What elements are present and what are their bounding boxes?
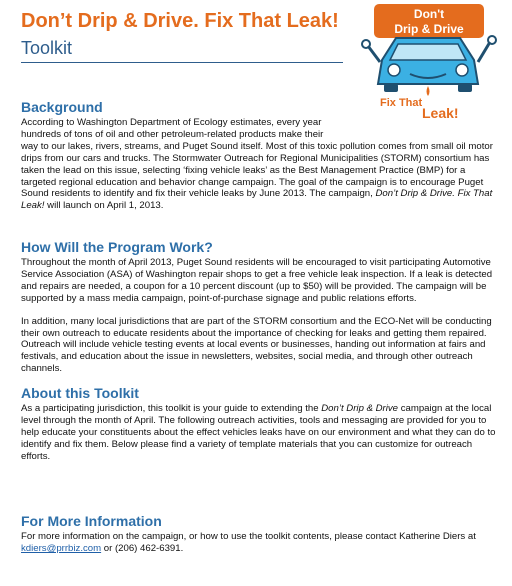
- background-line-3: way to our lakes, rivers, streams, and Puget Sound itself. Most of this toxic pollution comes from small oil: [21, 140, 466, 152]
- how-heading: How Will the Program Work?: [21, 239, 213, 255]
- title-divider: [21, 62, 343, 63]
- background-end: will launch on April 1, 2013.: [44, 200, 164, 212]
- about-campaign-name: Don’t Drip & Drive: [321, 403, 399, 414]
- background-heading: Background: [21, 99, 103, 115]
- car-icon: [362, 36, 496, 96]
- logo-top-text: Don't: [413, 7, 445, 21]
- about-heading: About this Toolkit: [21, 385, 139, 401]
- how-section: [21, 239, 501, 386]
- logo-bottom-text2: Leak!: [422, 105, 459, 120]
- more-end: or (206) 462-6391.: [101, 542, 184, 554]
- about-end: campaign at the local level through the month of April. The following outreach activities, tools and messaging are provided for you to help educate your constituents about the effect vehicles leaks have on our environment and what they can do to identify and fix them. Below please find a variety of template materials that you can customize for outreach efforts.: [21, 403, 496, 462]
- more-paragraph: [21, 531, 501, 555]
- logo-bottom-text: Fix That: [380, 97, 423, 109]
- background-section: [21, 99, 501, 223]
- email-link[interactable]: kdiers@prrbiz.com: [21, 542, 102, 554]
- about-section: [21, 385, 501, 474]
- about-start: As a participating jurisdiction, this toolkit is your guide to extending the: [21, 403, 322, 414]
- more-heading: For More Information: [21, 513, 162, 529]
- how-paragraph-1: Throughout the month of April 2013, Puget Sound residents will be encouraged to visit participating Automotive Service Association (ASA) of Washington repair shops to get a free vehicle leak inspection. If a leak is detected and repairs are needed, a coupon for a 10 percent discount (up to $50) will be provided. The campaign will be supported by a mass media campaign, point-of-purchase signage and public relations efforts.: [21, 257, 493, 304]
- background-line-2: hundreds of tons of oil and other petroleum-related products make their: [21, 128, 324, 140]
- more-start: For more information on the campaign, or how to use the toolkit contents, please contact Katherine Diers at: [21, 531, 476, 542]
- logo-top-text2: Drip & Drive: [394, 22, 464, 36]
- more-info-section: [21, 513, 501, 566]
- background-paragraph: [21, 117, 501, 212]
- how-paragraph-2: In addition, many local jurisdictions that are part of the STORM consortium and the ECO-Net will be conducting their own outreach to educate residents about the importance of checking for leaks and getting them repaired. Outreach will include vehicle testing events at local events or businesses, handing out information at fairs and festivals, and education about the issue in newsletters, websites, social media, and through other outreach channels.: [21, 315, 492, 375]
- background-rest: motor drips from our cars and trucks. The Stormwater Outreach for Regional Municipalities (STORM) consortium has taken the lead on this issue, selecting ‘fixing vehicle leaks’ as the Best Management Practice (BMP) for a targeted regional education and behavior change campaign. The goal of the campaign is to encourage Puget Sound residents to identify and fix their vehicle leaks by June 2013. The campaign,: [21, 140, 493, 200]
- about-paragraph: [21, 403, 501, 463]
- page-subtitle: Toolkit: [21, 38, 73, 58]
- page-title: Don’t Drip & Drive. Fix That Leak!: [21, 10, 339, 32]
- campaign-name: Don’t Drip & Drive. Fix That Leak!: [21, 188, 493, 212]
- background-line-1: According to Washington Department of Ecology estimates, every year: [21, 117, 322, 128]
